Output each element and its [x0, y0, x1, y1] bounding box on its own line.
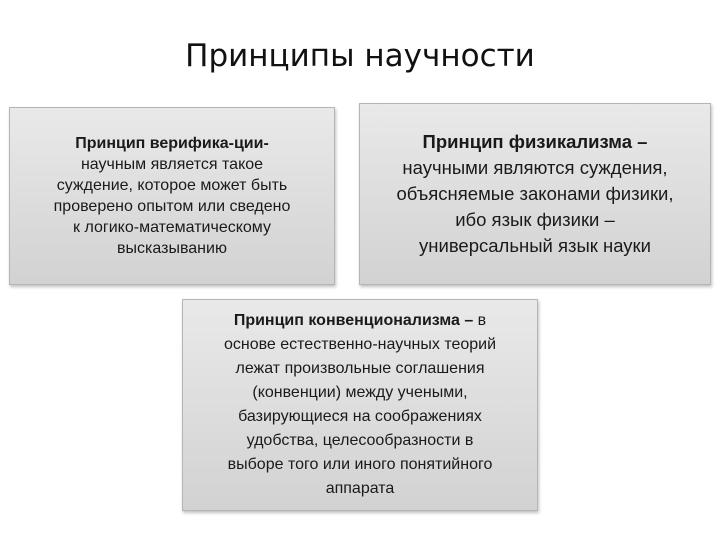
- conventionalism-principle-box: [182, 299, 538, 511]
- conventionalism-line: аппарата: [325, 480, 395, 497]
- physicalism-line: научными являются суждения,: [402, 157, 668, 178]
- verification-line: высказыванию: [117, 240, 227, 257]
- conventionalism-line: лежат произвольные соглашения: [235, 360, 485, 377]
- physicalism-line: ибо язык физики –: [455, 209, 615, 230]
- conventionalism-line: выборе того или иного понятийного: [227, 456, 493, 473]
- verification-line: проверено опытом или сведено: [53, 198, 291, 215]
- conventionalism-heading: Принцип конвенционализма –: [233, 312, 474, 329]
- verification-line: научным является такое: [80, 156, 264, 173]
- verification-line: суждение, которое может быть: [56, 177, 288, 194]
- physicalism-heading: Принцип физикализма –: [422, 131, 648, 152]
- conventionalism-line: (конвенции) между учеными,: [252, 384, 468, 401]
- conventionalism-line: основе естественно-научных теорий: [223, 336, 497, 353]
- physicalism-line: объясняемые законами физики,: [396, 183, 674, 204]
- verification-heading: Принцип верифика-ции-: [75, 135, 269, 152]
- physicalism-principle-box: [359, 103, 711, 285]
- conventionalism-heading-line: [234, 309, 486, 333]
- physicalism-line: универсальный язык науки: [419, 235, 651, 256]
- verification-line: к логико-математическому: [73, 219, 271, 236]
- conventionalism-line: базирующиеся на соображениях: [238, 408, 482, 425]
- slide-title: Принципы научности: [185, 38, 535, 74]
- conventionalism-line: удобства, целесообразности в: [246, 432, 474, 449]
- verification-principle-box: [9, 107, 335, 285]
- conventionalism-heading-rest: в: [473, 312, 487, 329]
